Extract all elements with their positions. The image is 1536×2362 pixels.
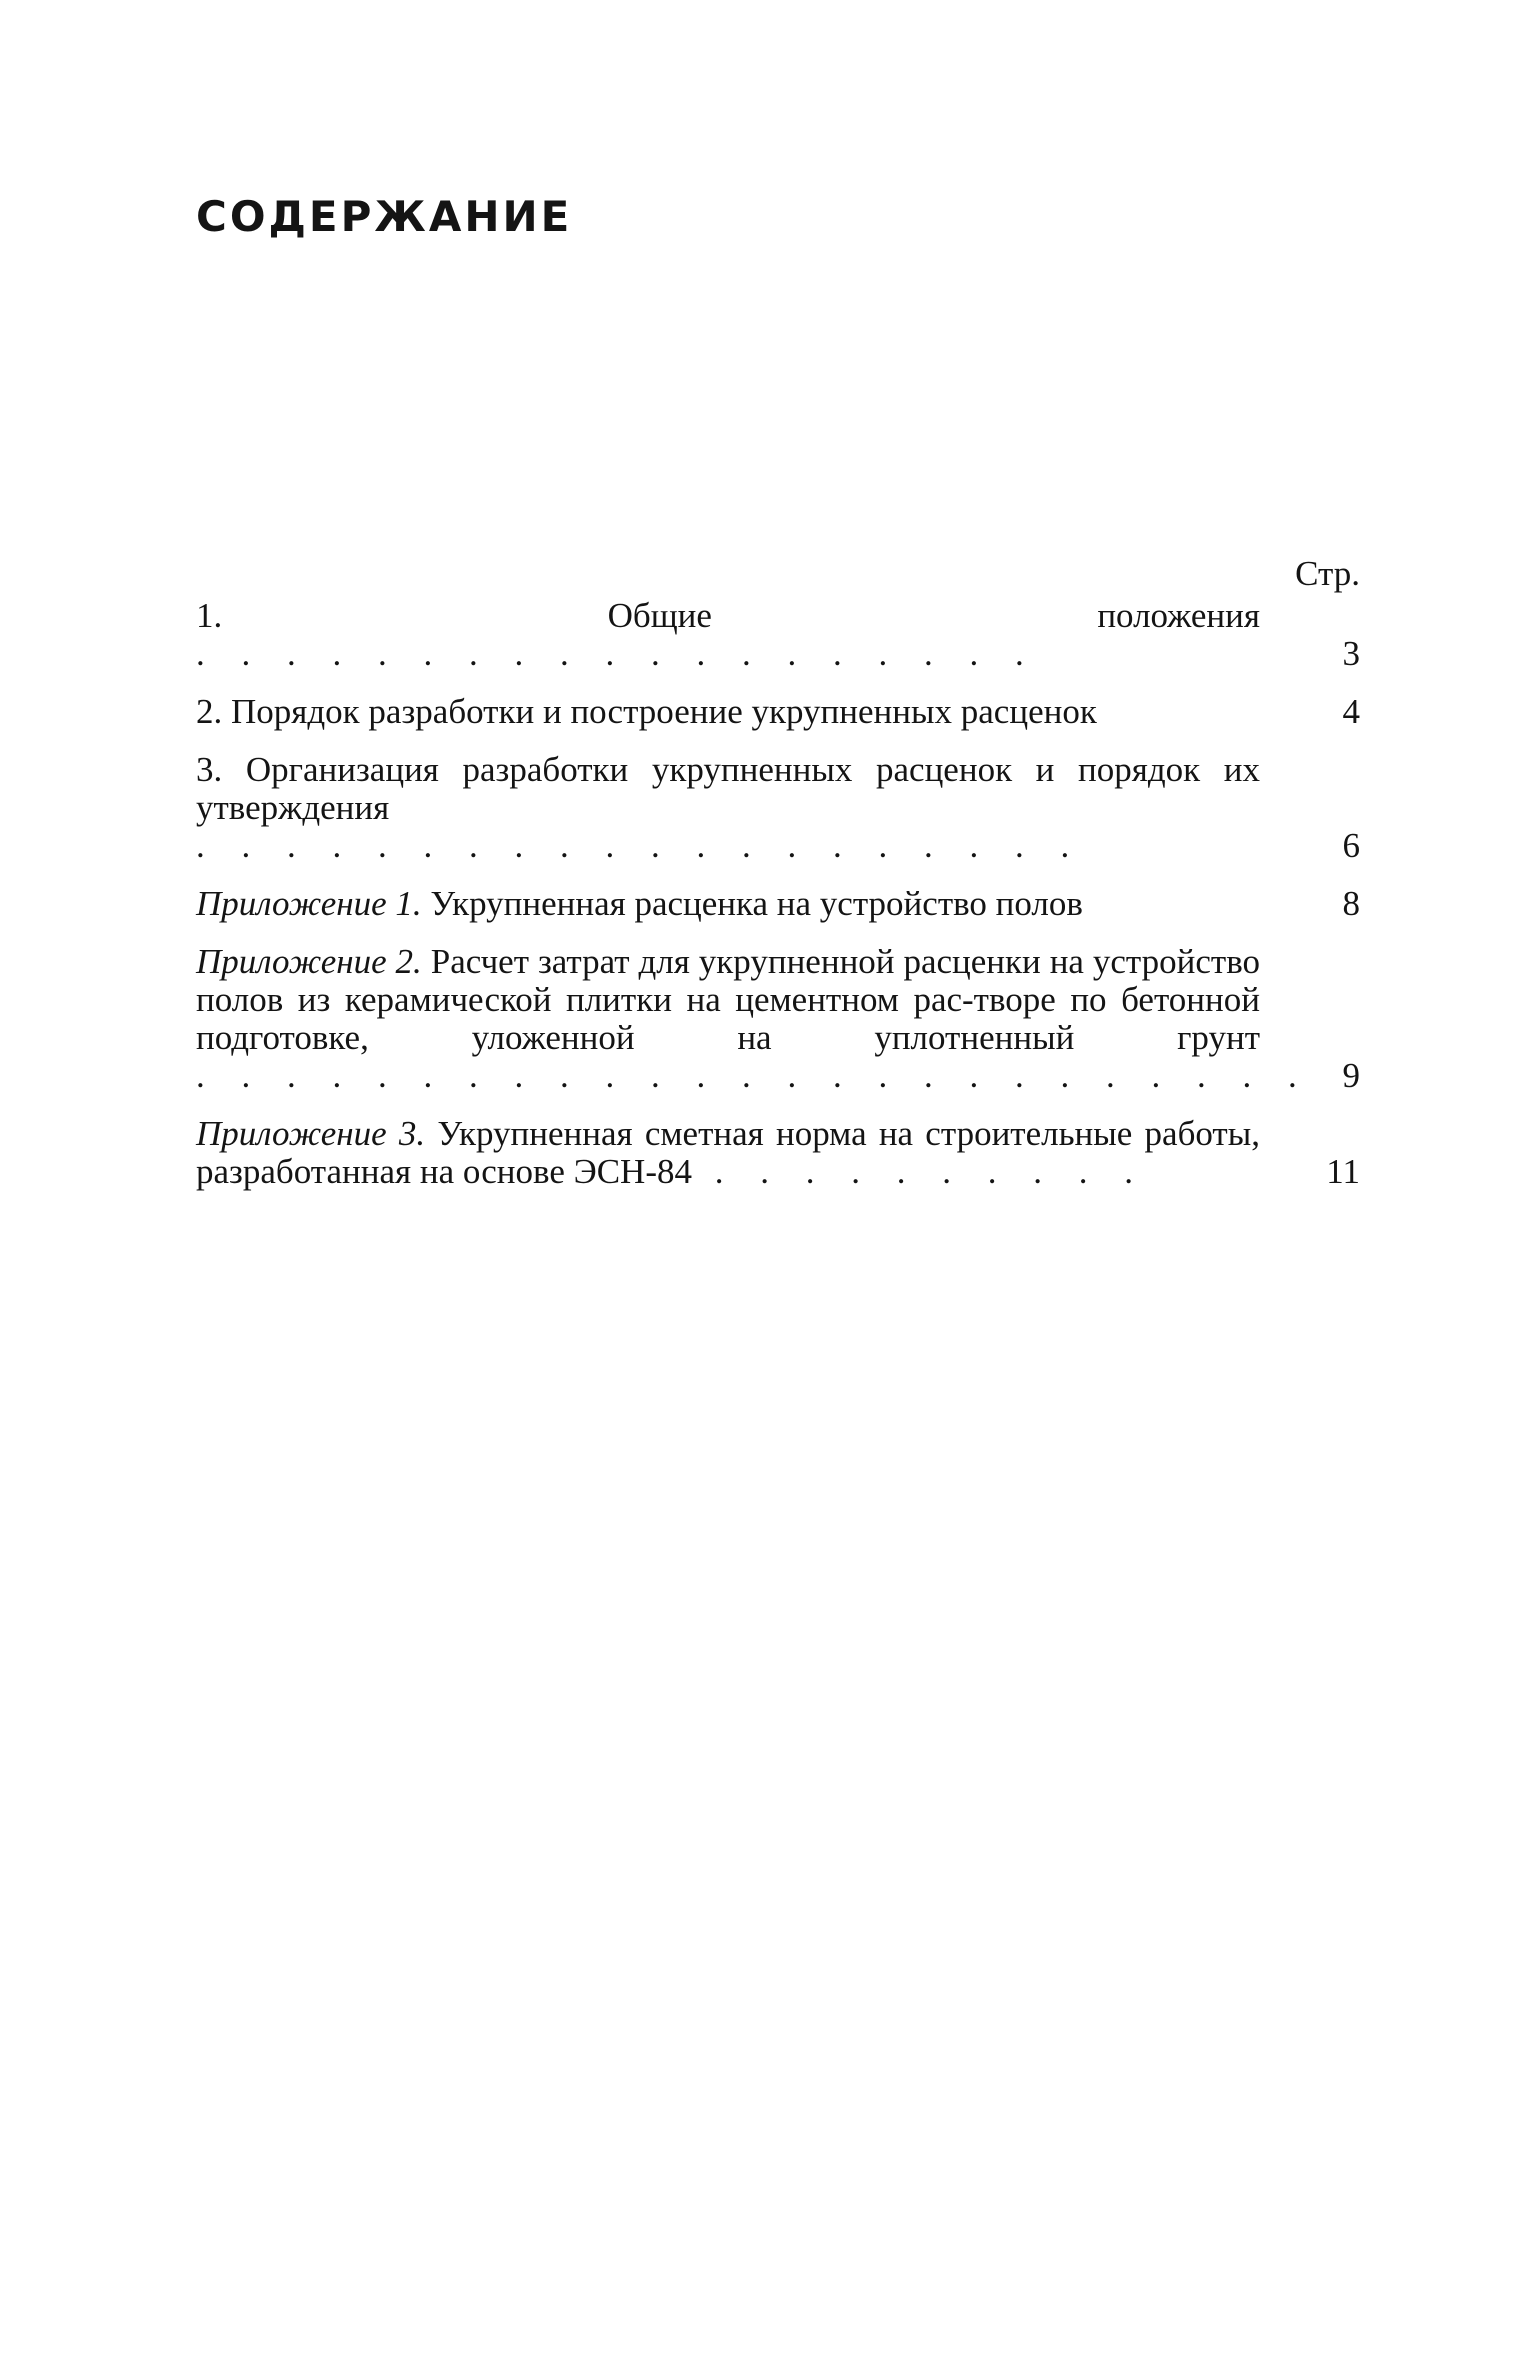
entry-body (196, 597, 1260, 673)
entry-body (196, 693, 1260, 731)
dot-leader: . . . . . . . . . . . . . . . . . . . (196, 634, 1038, 673)
entry-text: 2. Порядок разработки и построение укрупненных расценок (196, 692, 1097, 731)
dot-leader: . . . . . . . . . . . . . . . . . . . . . . . . . (196, 1056, 1311, 1095)
entry-text: Укрупненная сметная норма на строительные работы, разработанная на основе ЭСН-84 (196, 1114, 1260, 1191)
toc-entry-appendix-2[interactable] (196, 943, 1360, 1095)
toc-entry-appendix-3[interactable] (196, 1115, 1360, 1191)
dot-leader: . . . . . . . . . . (691, 1152, 1147, 1191)
entry-text: 3. Организация разработки укрупненных расценок и порядок их утверждения (196, 750, 1260, 827)
dot-leader: . . . . . . . . . . . . . . . . . . . . (196, 826, 1084, 865)
page-title: СОДЕРЖАНИЕ (196, 192, 573, 241)
toc-entry-appendix-1[interactable] (196, 885, 1360, 923)
toc-entry-1[interactable] (196, 597, 1360, 673)
toc-entry-3[interactable] (196, 751, 1360, 865)
appendix-label: Приложение 1. (196, 884, 422, 923)
toc-entry-2[interactable] (196, 693, 1360, 731)
page-number: 9 (1342, 1056, 1360, 1095)
page-column-label: Стр. (1295, 554, 1360, 593)
toc-header (196, 555, 1360, 593)
page-number: 6 (1342, 826, 1360, 865)
entry-text: Укрупненная расценка на устройство полов (421, 884, 1083, 923)
page-number: 3 (1342, 634, 1360, 673)
entry-body (196, 1115, 1260, 1191)
entry-body (196, 751, 1260, 865)
page-number: 8 (1342, 884, 1360, 923)
entry-body (196, 942, 1311, 1095)
entry-text: Расчет затрат для укрупненной расценки на устройство полов из керамической плитки на цементном рас-творе по бетонной подготовке, уложенной на уплотненный грунт (196, 942, 1261, 1057)
entry-text: 1. Общие положения (196, 596, 1260, 635)
table-of-contents (196, 555, 1360, 1211)
entry-body (196, 885, 1260, 923)
page-number: 4 (1342, 692, 1360, 731)
appendix-label: Приложение 3. (196, 1114, 426, 1153)
appendix-label: Приложение 2. (196, 942, 422, 981)
page-number: 11 (1326, 1152, 1360, 1191)
